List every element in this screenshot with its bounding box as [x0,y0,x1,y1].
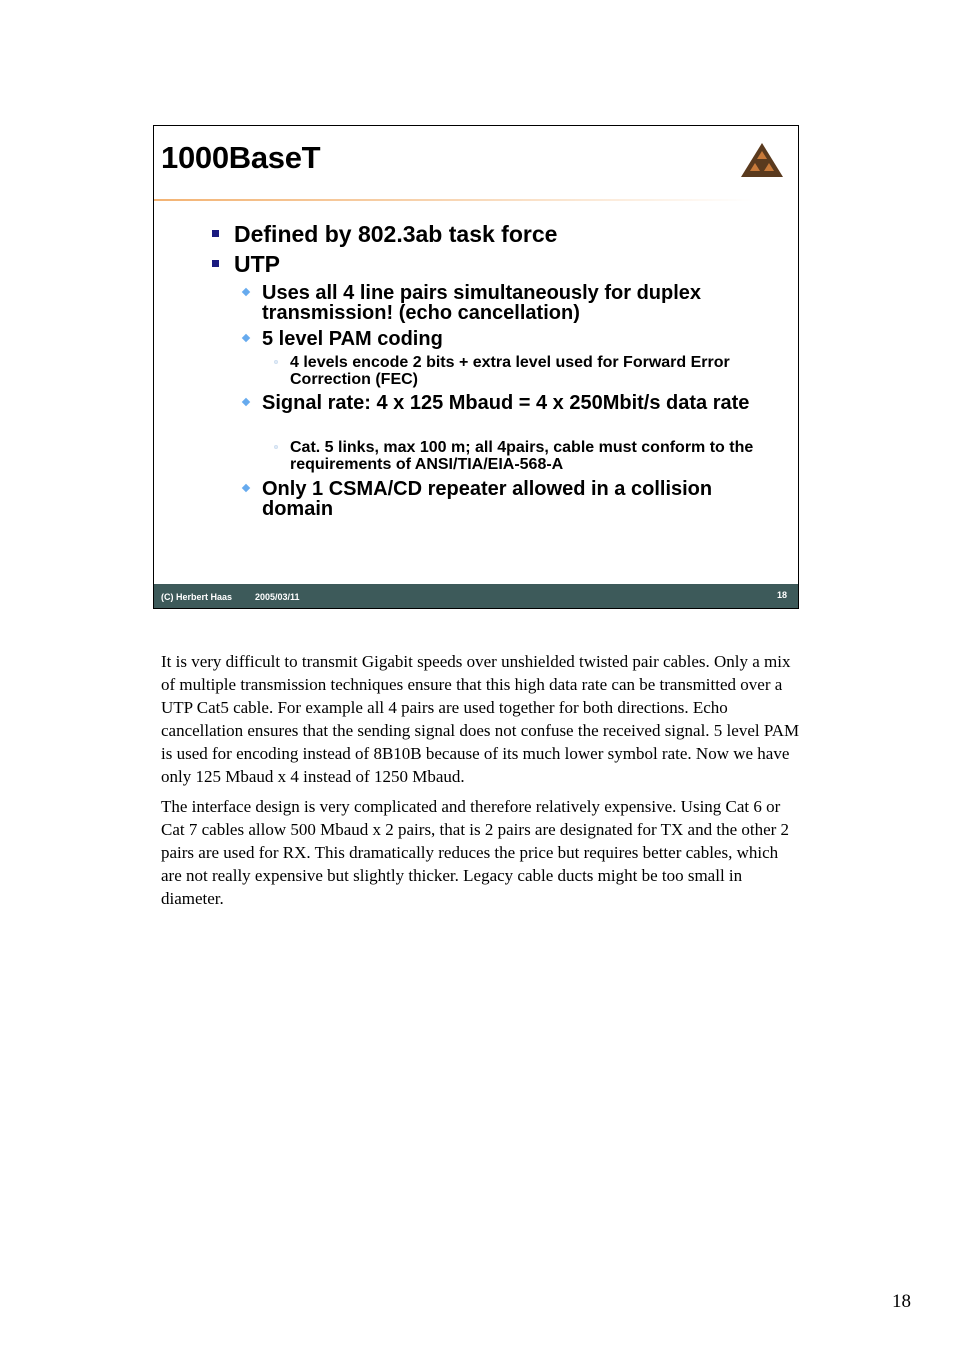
bullet-item: UTP [234,252,280,277]
sub-bullet-item: Only 1 CSMA/CD repeater allowed in a collision domain [262,479,762,519]
triangle-logo-icon [740,142,784,178]
notes-paragraph: It is very difficult to transmit Gigabit speeds over unshielded twisted pair cables. Only a mix of multiple transmission techniques ensure that this high data rate can be transmitted over a UTP Cat5 cable. For example all 4 pairs are used together for both directions. Echo cancellation ensures that the sending signal does not confuse the received signal. 5 level PAM is used for encoding instead of 8B10B because of its much lower symbol rate. Now we have only 125 Mbaud x 4 instead of 1250 Mbaud. [161,652,800,786]
notes-paragraph: The interface design is very complicated and therefore relatively expensive. Using Cat 6 or Cat 7 cables allow 500 Mbaud x 2 pairs, that is 2 pairs are designated for TX and the other 2 pairs are used for RX. This dramatically reduces the price but requires better cables, which are not really expensive but slightly thicker. Legacy cable ducts might be too small in diameter. [161,797,790,908]
footer-slide-number: 18 [776,590,787,600]
square-bullet-icon [212,260,219,267]
slide [153,125,799,609]
page-number: 18 [892,1291,911,1312]
slide-footer [154,584,798,608]
dot-bullet-icon [274,360,278,364]
diamond-bullet-icon [242,484,250,492]
square-bullet-icon [212,230,219,237]
title-divider [154,199,754,201]
diamond-bullet-icon [242,288,250,296]
bullet-item: Defined by 802.3ab task force [234,222,557,247]
sub-sub-bullet-item: Cat. 5 links, max 100 m; all 4pairs, cable must conform to the requirements of ANSI/TIA/EIA-568-A [290,439,760,473]
footer-date: 2005/03/11 [255,592,300,602]
speaker-notes [161,650,801,917]
slide-title: 1000BaseT [161,140,321,175]
sub-bullet-item: 5 level PAM coding [262,329,762,349]
sub-bullet-item: Uses all 4 line pairs simultaneously for duplex transmission! (echo cancellation) [262,283,762,323]
diamond-bullet-icon [242,334,250,342]
sub-sub-bullet-item: 4 levels encode 2 bits + extra level used for Forward Error Correction (FEC) [290,354,760,388]
sub-bullet-item: Signal rate: 4 x 125 Mbaud = 4 x 250Mbit/s data rate [262,393,762,413]
footer-author: (C) Herbert Haas [161,592,233,602]
diamond-bullet-icon [242,398,250,406]
dot-bullet-icon [274,445,278,449]
